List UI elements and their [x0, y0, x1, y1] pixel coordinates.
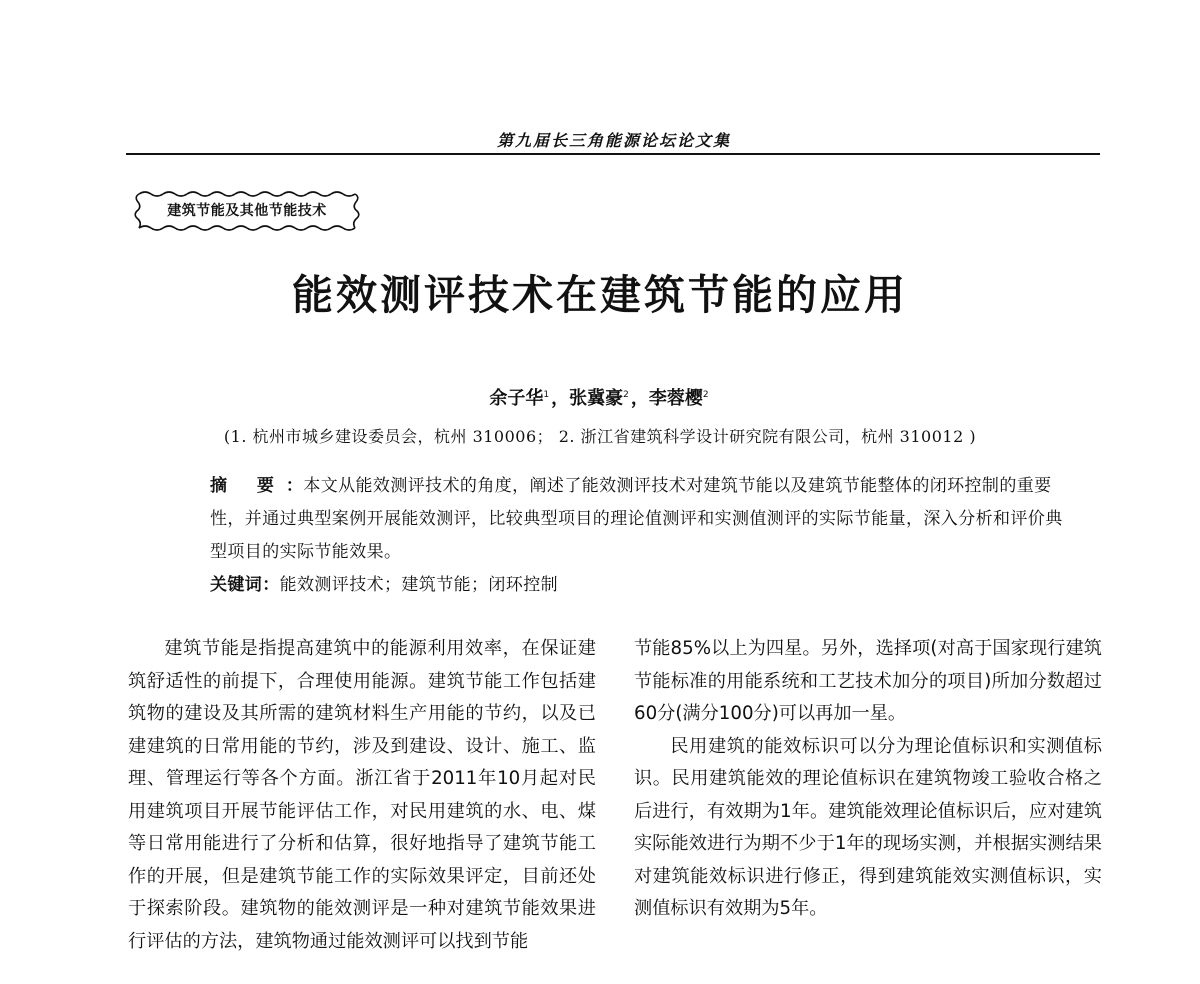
- body-paragraph: 节能85%以上为四星。另外，选择项(对高于国家现行建筑节能标准的用能系统和工艺技术加分的项目)所加分数超过60分(满分100分)可以再加一星。: [634, 638, 1102, 724]
- keywords-text: 能效测评技术；建筑节能；闭环控制: [279, 575, 559, 595]
- affiliations: (1. 杭州市城乡建设委员会，杭州 310006； 2. 浙江省建筑科学设计研究院有限公司，杭州 310012 ): [223, 427, 977, 446]
- journal-running-header: 第九届长三角能源论坛论文集: [496, 131, 731, 150]
- keywords-label: 关键词: [210, 575, 263, 595]
- author-affiliation-mark: 2: [702, 390, 709, 400]
- abstract-text: 本文从能效测评技术的角度，阐述了能效测评技术对建筑节能以及建筑节能整体的闭环控制的重要性，并通过典型案例开展能效测评，比较典型项目的理论值测评和实测值测评的实际节能量，深入分析和评价典型项目的实际节能效果。: [210, 476, 1063, 562]
- abstract-paragraph: 摘 要：本文从能效测评技术的角度，阐述了能效测评技术对建筑节能以及建筑节能整体的闭环控制的重要性，并通过典型案例开展能效测评，比较典型项目的理论值测评和实测值测评的实际节能量，深入分析和评价典型项目的实际节能效果。: [210, 476, 1063, 562]
- abstract-label: 摘 要: [210, 476, 286, 496]
- section-tag: [133, 188, 361, 232]
- header-rule: [126, 153, 1100, 155]
- author-affiliation-mark: 2: [623, 390, 629, 400]
- author-separator: ，: [630, 388, 649, 409]
- body-paragraph: 民用建筑的能效标识可以分为理论值标识和实测值标识。民用建筑能效的理论值标识在建筑物竣工验收合格之后进行，有效期为1年。建筑能效理论值标识后，应对建筑实际能效进行为期不少于1年的现场实测，并根据实测结果对建筑能效标识进行修正，得到建筑能效实测值标识，实测值标识有效期为5年。: [634, 735, 1102, 919]
- section-label: 建筑节能及其他节能技术: [167, 203, 327, 219]
- keywords-paragraph: 关键词：能效测评技术；建筑节能；闭环控制: [210, 575, 559, 595]
- author-affiliation-mark: 1: [543, 390, 550, 400]
- body-column-left: [128, 633, 596, 958]
- author-separator: ，: [551, 388, 570, 409]
- body-column-right: [634, 633, 1102, 926]
- author-name: 余子华: [489, 388, 544, 409]
- author-line: [100, 384, 1100, 410]
- author-name: 李蓉樱: [648, 388, 703, 409]
- body-paragraph: 建筑节能是指提高建筑中的能源利用效率，在保证建筑舒适性的前提下，合理使用能源。建筑节能工作包括建筑物的建设及其所需的建筑材料生产用能的节约，以及已建建筑的日常用能的节约，涉及到建设、设计、施工、监理、管理运行等各个方面。浙江省于2011年10月起对民用建筑项目开展节能评估工作，对民用建筑的水、电、煤等日常用能进行了分析和估算，很好地指导了建筑节能工作的开展，但是建筑节能工作的实际效果评定，目前还处于探索阶段。建筑物的能效测评是一种对建筑节能效果进行评估的方法，建筑物通过能效测评可以找到节能: [128, 638, 596, 952]
- abstract-block: [170, 470, 1070, 602]
- author-name: 张冀豪: [569, 388, 624, 409]
- paper-title: 能效测评技术在建筑节能的应用: [292, 271, 908, 319]
